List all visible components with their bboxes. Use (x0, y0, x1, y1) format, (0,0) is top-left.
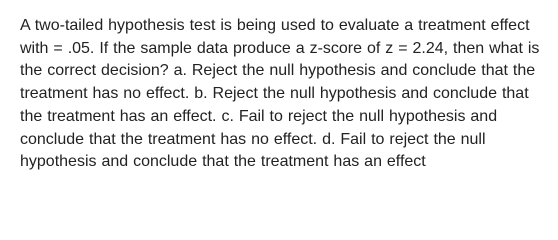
question-block (20, 15, 550, 174)
question-text: A two-tailed hypothesis test is being used to evaluate a treatment effect with = .05. If the sample data produce a z-score of z = 2.24, then what is the correct decision? a. Reject the null hypothesis and conclude that the treatment has no effect. b. Reject the null hypothesis and conclude that the treatment has an effect. c. Fail to reject the null hypothesis and conclude that the treatment has no effect. d. Fail to reject the null hypothesis and conclude that the treatment has an effect (20, 17, 540, 171)
